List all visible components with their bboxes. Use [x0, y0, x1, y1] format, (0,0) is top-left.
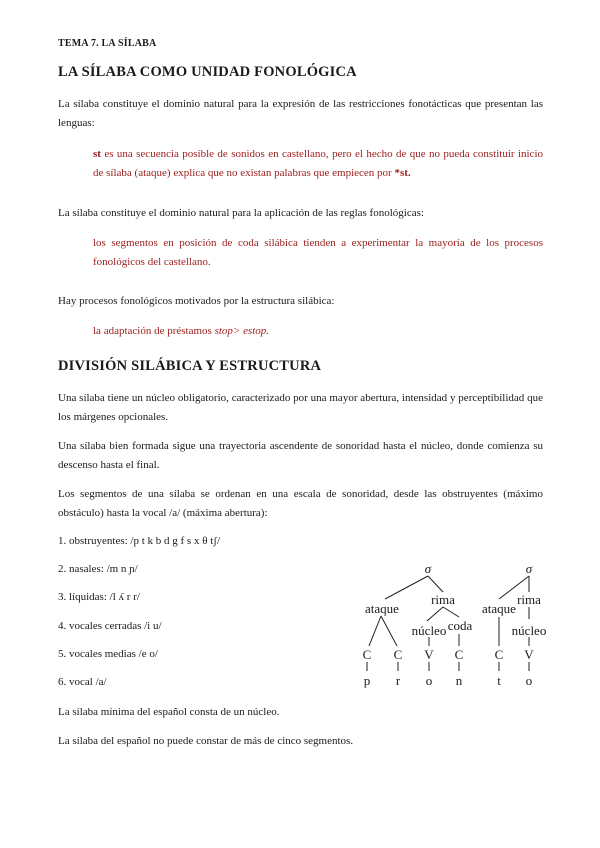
tree-nucleo-1: núcleo	[411, 623, 447, 638]
example-loanword-text: la adaptación de préstamos	[93, 325, 215, 337]
paragraph-minimal-syllable: La sílaba mínima del español consta de un núcleo.	[58, 706, 280, 718]
paragraph-processes: Hay procesos fonológicos motivados por la estructura silábica:	[58, 295, 335, 307]
syllable-tree-diagram	[355, 555, 555, 690]
paragraph-nucleus: Una sílaba tiene un núcleo obligatorio, caracterizado por una mayor abertura, intensidad y perceptibilidad que los márgenes opcionales.	[58, 392, 543, 423]
example-loanword	[93, 322, 543, 341]
tree-skeleton-3: V	[424, 647, 434, 662]
section-title-syllable-unit: LA SÍLABA COMO UNIDAD FONOLÓGICA	[58, 64, 357, 80]
tree-skeleton-5: C	[494, 647, 504, 662]
example-loanword-italic: stop> estop.	[214, 325, 270, 337]
paragraph-phonotactics: La sílaba constituye el dominio natural para la expresión de las restricciones fonotácticas que presentan las lenguas:	[58, 98, 543, 129]
scale-item-5: 5. vocales medias /e o/	[58, 648, 158, 660]
paragraph-max-segments: La sílaba del español no puede constar de más de cinco segmentos.	[58, 735, 354, 747]
scale-item-2: 2. nasales: /m n ɲ/	[58, 563, 138, 575]
tree-rima-2: rima	[517, 592, 541, 607]
paragraph-sonority-scale: Los segmentos de una sílaba se ordenan en una escala de sonoridad, desde las obstruyentes (máximo obstáculo) hasta la vocal /a/ (máxima abertura):	[58, 488, 543, 519]
tree-sigma-2: σ	[525, 561, 533, 576]
tree-nucleo-2: núcleo	[511, 623, 547, 638]
tree-segment-5: t	[497, 673, 501, 688]
example-st-bold-end: *st.	[394, 167, 411, 179]
example-st-bold: st	[93, 148, 101, 160]
tree-ataque-2: ataque	[482, 601, 516, 616]
tree-segment-3: o	[425, 673, 433, 688]
scale-item-3: 3. líquidas: /l ʎ r r/	[58, 591, 140, 603]
section-title-division: DIVISIÓN SILÁBICA Y ESTRUCTURA	[58, 358, 322, 374]
tree-segment-4: n	[455, 673, 463, 688]
example-coda: los segmentos en posición de coda silábica tienden a experimentar la mayoría de los procesos fonológicos del castellano.	[93, 237, 543, 268]
scale-item-1: 1. obstruyentes: /p t k b d g f s x θ tʃ/	[58, 535, 221, 547]
scale-item-6: 6. vocal /a/	[58, 676, 107, 688]
scale-item-4: 4. vocales cerradas /i u/	[58, 620, 162, 632]
running-header: TEMA 7. LA SÍLABA	[58, 38, 157, 49]
paragraph-sonority-trajectory: Una sílaba bien formada sigue una trayectoria ascendente de sonoridad hasta el núcleo, donde comienza su descenso hasta el final.	[58, 440, 543, 471]
example-st	[93, 145, 543, 183]
tree-ataque-1: ataque	[365, 601, 399, 616]
paragraph-rules: La sílaba constituye el dominio natural para la aplicación de las reglas fonológicas:	[58, 207, 424, 219]
tree-skeleton-2: C	[393, 647, 403, 662]
tree-skeleton-1: C	[362, 647, 372, 662]
tree-skeleton-4: C	[454, 647, 464, 662]
tree-segment-2: r	[395, 673, 401, 688]
tree-rima-1: rima	[431, 592, 455, 607]
tree-coda: coda	[447, 618, 473, 633]
example-st-text: es una secuencia posible de sonidos en castellano, pero el hecho de que no pueda constituir inicio de sílaba (ataque) explica que no existan palabras que empiecen por	[93, 148, 543, 179]
tree-sigma-1: σ	[424, 561, 432, 576]
tree-skeleton-6: V	[524, 647, 534, 662]
tree-segment-6: o	[525, 673, 533, 688]
tree-segment-1: p	[363, 673, 371, 688]
